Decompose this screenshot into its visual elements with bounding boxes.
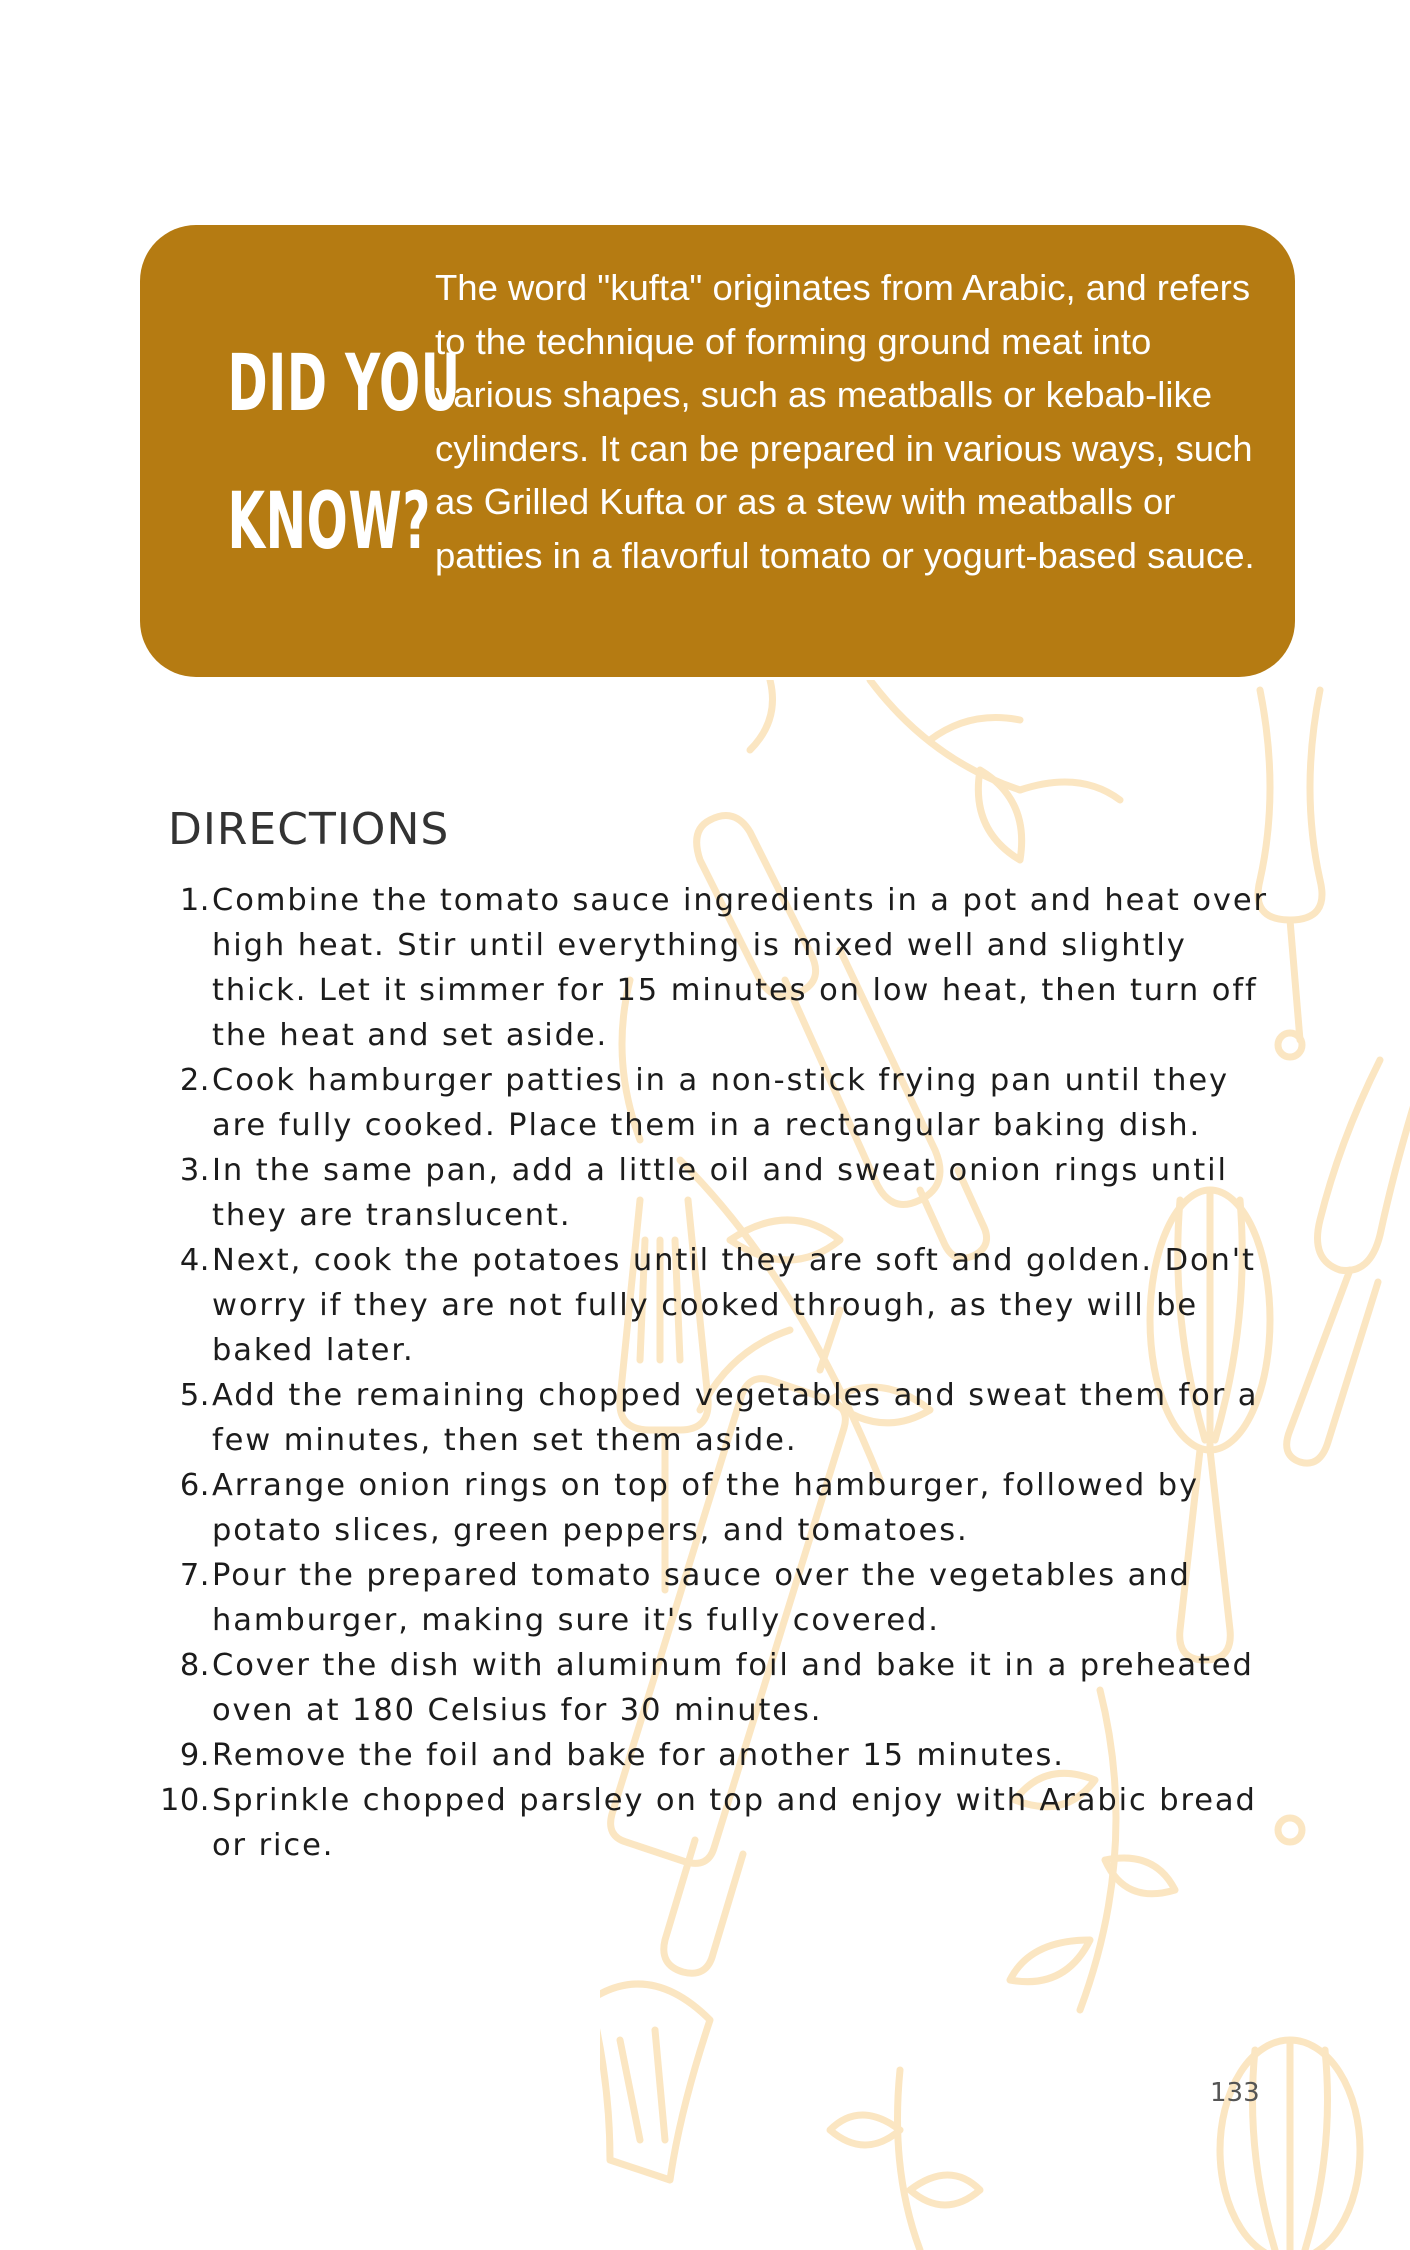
directions-heading: DIRECTIONS	[168, 804, 450, 855]
direction-step	[150, 1778, 1270, 1868]
step-number: 9.	[179, 1738, 210, 1773]
did-you-know-title-line2: KNOW?	[227, 477, 432, 567]
dot-icon	[1278, 1818, 1302, 1842]
direction-step	[150, 1238, 1270, 1373]
step-number: 3.	[179, 1153, 210, 1188]
step-text: Sprinkle chopped parsley on top and enjoy with Arabic bread or rice.	[212, 1783, 1257, 1863]
herb-sprig-icon	[830, 2070, 980, 2250]
direction-step	[150, 1643, 1270, 1733]
page-number: 133	[1210, 2078, 1260, 2108]
step-number: 1.	[179, 883, 210, 918]
step-number: 4.	[179, 1243, 210, 1278]
step-text: Cover the dish with aluminum foil and bake it in a preheated oven at 180 Celsius for 30 minutes.	[212, 1648, 1254, 1728]
direction-step	[150, 1733, 1270, 1778]
step-text: Cook hamburger patties in a non-stick frying pan until they are fully cooked. Place them in a rectangular baking dish.	[212, 1063, 1229, 1143]
dot-icon	[1278, 1033, 1302, 1057]
did-you-know-callout	[140, 225, 1295, 677]
direction-step	[150, 1058, 1270, 1148]
direction-step	[150, 1553, 1270, 1643]
step-text: In the same pan, add a little oil and sweat onion rings until they are translucent.	[212, 1153, 1228, 1233]
step-number: 10.	[159, 1783, 210, 1818]
step-text: Remove the foil and bake for another 15 minutes.	[212, 1738, 1065, 1773]
step-text: Arrange onion rings on top of the hamburger, followed by potato slices, green peppers, and tomatoes.	[212, 1468, 1199, 1548]
step-number: 5.	[179, 1378, 210, 1413]
step-number: 2.	[179, 1063, 210, 1098]
step-text: Add the remaining chopped vegetables and sweat them for a few minutes, then set them aside.	[212, 1378, 1259, 1458]
step-number: 7.	[179, 1558, 210, 1593]
herb-sprig-icon	[750, 680, 1120, 860]
step-text: Pour the prepared tomato sauce over the vegetables and hamburger, making sure it's fully covered.	[212, 1558, 1191, 1638]
direction-step	[150, 1373, 1270, 1463]
step-text: Combine the tomato sauce ingredients in a pot and heat over high heat. Stir until everything is mixed well and slightly thick. Let it simmer for 15 minutes on low heat, then turn off the heat and set aside.	[212, 883, 1268, 1053]
directions-list	[150, 878, 1270, 1868]
whisk-icon	[1220, 2040, 1360, 2250]
did-you-know-title-line1: DID YOU	[227, 339, 461, 429]
spatula-icon	[1287, 1060, 1410, 1463]
direction-step	[150, 1148, 1270, 1238]
step-text: Next, cook the potatoes until they are soft and golden. Don't worry if they are not fully cooked through, as they will be baked later.	[212, 1243, 1256, 1368]
did-you-know-title	[227, 315, 461, 591]
direction-step	[150, 1463, 1270, 1553]
step-number: 8.	[179, 1648, 210, 1683]
spatula-icon	[600, 1984, 710, 2180]
direction-step	[150, 878, 1270, 1058]
step-number: 6.	[179, 1468, 210, 1503]
did-you-know-text: The word "kufta" originates from Arabic, and refers to the technique of forming ground meat into various shapes, such as meatballs or kebab-like cylinders. It can be prepared in various ways, such as Grilled Kufta or as a stew with meatballs or patties in a flavorful tomato or yogurt-based sauce.	[435, 267, 1255, 576]
